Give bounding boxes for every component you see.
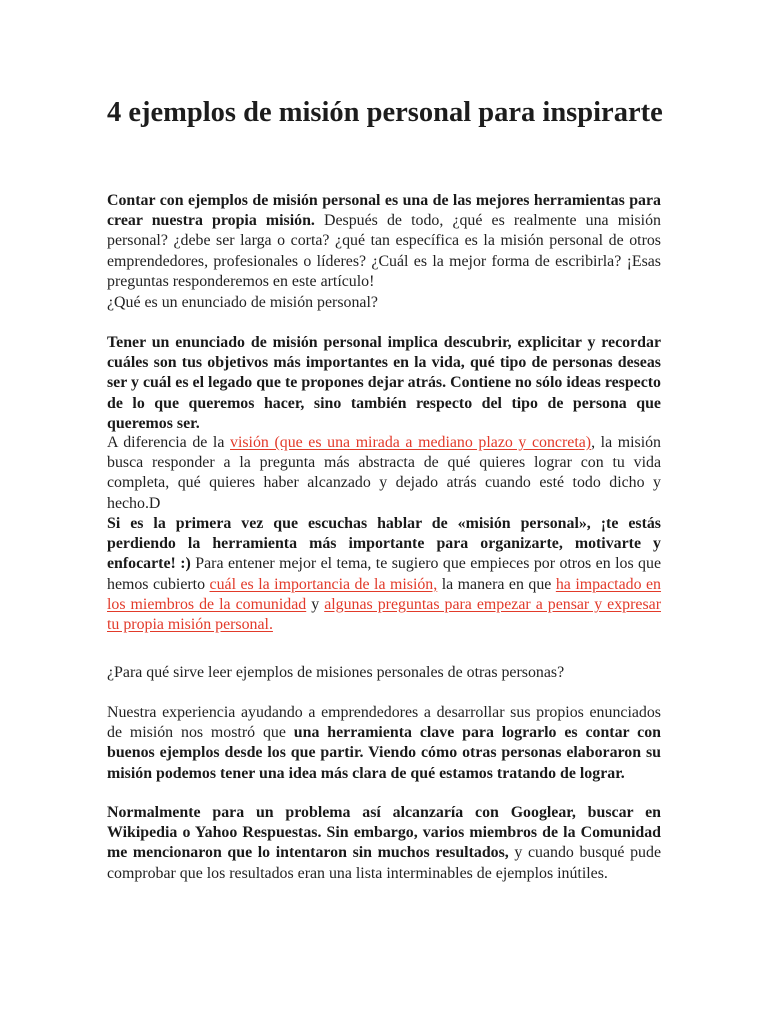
definition-paragraph: Tener un enunciado de misión personal implica descubrir, explicitar y recordar cuáles son tus objetivos más importantes en la vida, qué tipo de personas deseas ser y cuál es el legado que te propones dejar atrás. Contiene no sólo ideas respecto de lo que queremos hacer, sino también respecto del tipo de persona que queremos ser. <box>107 334 661 432</box>
experience-text: Nuestra experiencia ayudando a emprendedores a desarrollar sus propios enunciados de misión nos mostró que <box>107 704 661 742</box>
importance-link[interactable]: cuál es la importancia de la misión, <box>209 575 438 593</box>
intro-bold-text: Contar con ejemplos de misión personal es una de las mejores herramientas para crear nuestra propia misión. <box>107 192 661 230</box>
first-time-text-1: Para entener mejor el tema, te sugiero que empieces por otros en los que hemos cubierto <box>107 555 661 593</box>
first-time-text-2: la manera en que <box>437 575 556 593</box>
vision-text-post: , la misión busca responder a la pregunta más abstracta de qué quieres lograr con tu vida completa, qué quieres haber alcanzado y dejado atrás cuando esté todo dicho y hecho.D <box>107 434 661 512</box>
search-text: y cuando busqué pude comprobar que los resultados eran una lista interminables de ejemplos inútiles. <box>107 844 661 882</box>
vision-paragraph <box>107 433 661 514</box>
first-time-bold-text: Si es la primera vez que escuchas hablar de «misión personal», ¡te estás perdiendo la herramienta más importante para organizarte, motivarte y enfocarte! :) <box>107 515 661 573</box>
vision-text-pre: A diferencia de la <box>107 434 231 451</box>
question-heading-2: ¿Para qué sirve leer ejemplos de misiones personales de otras personas? <box>107 664 565 681</box>
search-paragraph <box>107 803 661 884</box>
intro-paragraph <box>107 191 661 292</box>
questions-link[interactable]: algunas preguntas para empezar a pensar y expresar tu propia misión personal. <box>107 595 661 634</box>
experience-paragraph <box>107 703 661 784</box>
page-title: 4 ejemplos de misión personal para inspirarte <box>107 97 663 128</box>
experience-bold-text: una herramienta clave para lograrlo es contar con buenos ejemplos desde los que partir. Viendo cómo otras personas elaboraron su misión podemos tener una idea más clara de qué estamos tratando de lograr. <box>107 724 661 782</box>
search-bold-text: Normalmente para un problema así alcanzaría con Googlear, buscar en Wikipedia o Yahoo Respuestas. Sin embargo, varios miembros de la Comunidad me mencionaron que lo intentaron sin muchos resultados, <box>107 804 661 862</box>
first-time-text-3: y <box>306 595 325 613</box>
first-time-paragraph <box>107 514 661 635</box>
vision-link[interactable]: visión (que es una mirada a mediano plazo y concreta) <box>230 434 592 451</box>
intro-text: Después de todo, ¿qué es realmente una misión personal? ¿debe ser larga o corta? ¿qué tan específica es la misión personal de otros emprendedores, profesionales o líderes? ¿Cuál es la mejor forma de escribirla? ¡Esas preguntas responderemos en este artículo! <box>107 212 661 290</box>
question-heading-1: ¿Qué es un enunciado de misión personal? <box>107 294 378 311</box>
community-impact-link[interactable]: ha impactado en los miembros de la comunidad <box>107 575 662 613</box>
